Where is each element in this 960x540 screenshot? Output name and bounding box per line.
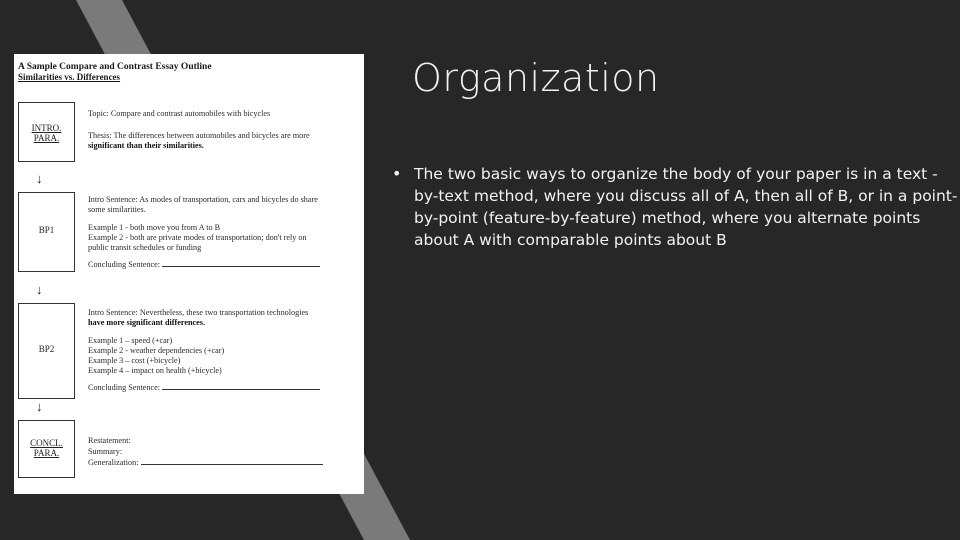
outline-line: Thesis: The differences between automobiles and bicycles are more	[88, 131, 310, 140]
outline-line: Intro Sentence: As modes of transportation, cars and bicycles do share	[88, 195, 318, 204]
intro-para-label: PARA.	[33, 133, 60, 143]
outline-line: have more significant differences.	[88, 318, 206, 327]
generalization-line: Generalization:	[88, 458, 323, 468]
outline-line: Example 1 – speed (+car)	[88, 336, 173, 345]
outline-line: significant than their similarities.	[88, 141, 204, 150]
outline-line: Summary:	[88, 447, 123, 456]
outline-line: Example 1 - both move you from A to B	[88, 223, 221, 232]
bullet-text: The two basic ways to organize the body of your paper is in a text -by-text method, where you discuss all of A, then all of B, or in a point-by-point (feature-by-feature) method, where you alternate points about A with comparable points about B	[414, 165, 958, 249]
outline-line: Example 4 – impact on health (+bicycle)	[88, 366, 222, 375]
outline-document-image	[14, 54, 364, 494]
outline-line: some similarities.	[88, 205, 146, 214]
body-paragraph-1-label: BP1	[38, 225, 55, 235]
body-paragraph-2-box	[18, 303, 75, 399]
outline-line: Example 2 - weather dependencies (+car)	[88, 346, 225, 355]
concluding-sentence-line: Concluding Sentence:	[88, 260, 320, 270]
outline-line: Intro Sentence: Nevertheless, these two transportation technologies	[88, 308, 309, 317]
outline-line: public transit schedules or funding	[88, 243, 202, 252]
body-paragraph-1-box	[18, 192, 75, 272]
intro-para-box	[18, 102, 75, 162]
slide-title: Organization	[412, 56, 660, 100]
outline-line: Restatement:	[88, 436, 131, 445]
outline-line: Topic: Compare and contrast automobiles with bicycles	[88, 109, 271, 118]
intro-para-label: INTRO.	[31, 123, 62, 133]
down-arrow-icon: ↓	[36, 282, 43, 297]
outline-line: Example 2 - both are private modes of transportation; don't rely on	[88, 233, 307, 242]
conclusion-para-label: CONCL.	[30, 438, 63, 448]
concluding-sentence-line: Concluding Sentence:	[88, 383, 320, 393]
outline-title: A Sample Compare and Contrast Essay Outline	[18, 62, 212, 72]
bullet-dot-icon: •	[392, 164, 402, 183]
outline-subtitle: Similarities vs. Differences	[18, 72, 121, 82]
down-arrow-icon: ↓	[36, 171, 43, 186]
down-arrow-icon: ↓	[36, 399, 43, 414]
body-paragraph-2-label: BP2	[38, 344, 55, 354]
conclusion-para-box	[18, 420, 75, 478]
outline-line: Example 3 – cost (+bicycle)	[88, 356, 181, 365]
conclusion-para-label: PARA.	[33, 448, 60, 458]
